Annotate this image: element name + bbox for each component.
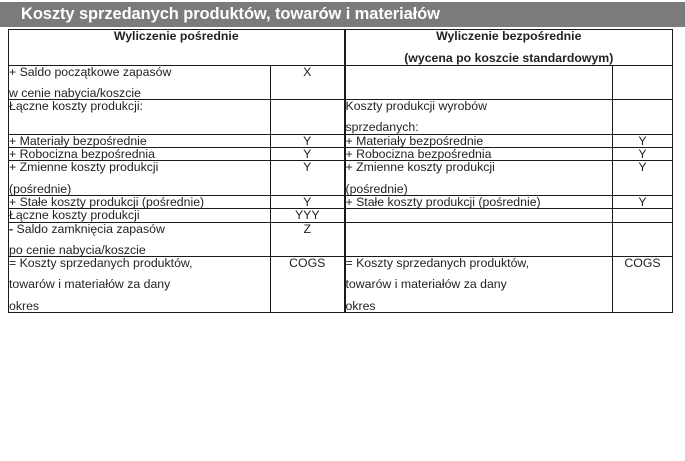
row-text-line: + Zmienne koszty produkcji [345, 160, 495, 175]
row-label-closing-inventory [9, 222, 271, 257]
row-value-right-empty [613, 209, 673, 222]
row-value-direct-materials-right: Y [613, 134, 673, 147]
row-text-line: okres [9, 298, 40, 313]
row-label-total-production-costs [9, 209, 271, 222]
row-text-line: sprzedanych: [345, 120, 419, 135]
row-value-direct-labour-right: Y [613, 148, 673, 161]
row-label-right-empty [345, 65, 613, 100]
row-label-opening-inventory [9, 65, 271, 100]
row-label-fixed-production-costs-right [345, 195, 613, 208]
row-label-variable-production-costs-right [345, 161, 613, 196]
row-value-direct-materials-left: Y [271, 134, 345, 147]
row-label-cogs-right [345, 257, 613, 313]
table-row [9, 209, 673, 222]
row-text-line: Łączne koszty produkcji: [9, 99, 143, 114]
row-label-total-production-costs-header [9, 100, 271, 135]
row-value-variable-production-costs-left: Y [271, 161, 345, 196]
row-text-line: - Saldo zamknięcia zapasów [9, 221, 165, 236]
row-value-closing-inventory: Z [271, 222, 345, 257]
row-label-fixed-production-costs-left [9, 195, 271, 208]
row-value-direct-labour-left: Y [271, 148, 345, 161]
row-value-fixed-production-costs-right: Y [613, 195, 673, 208]
cogs-comparison-table [8, 29, 673, 313]
header-indirect-label: Wyliczenie pośrednie [113, 29, 239, 43]
row-label-right-empty [345, 209, 613, 222]
header-direct-label-line2: (wycena po koszcie standardowym) [404, 51, 614, 66]
row-value-total-production-costs-header [271, 100, 345, 135]
row-value-fixed-production-costs-left: Y [271, 195, 345, 208]
table-row [9, 257, 673, 313]
row-text-line: + Stałe koszty produkcji (pośrednie) [345, 194, 541, 209]
row-text-line: + Robocizna bezpośrednia [345, 147, 492, 162]
row-text-line: towarów i materiałów za dany [345, 277, 507, 292]
row-value-cogs-right: COGS [613, 257, 673, 313]
row-text-line: + Materiały bezpośrednie [9, 133, 147, 148]
row-label-direct-labour-left [9, 148, 271, 161]
row-text-line: + Zmienne koszty produkcji [9, 160, 159, 175]
row-label-direct-materials-right [345, 134, 613, 147]
table-row [9, 148, 673, 161]
row-text-line: Koszty produkcji wyrobów [345, 99, 487, 114]
row-label-variable-production-costs-left [9, 161, 271, 196]
row-text-line: towarów i materiałów za dany [9, 277, 171, 292]
table-row [9, 161, 673, 196]
row-label-cost-of-goods-manufactured [345, 100, 613, 135]
row-text-line: = Koszty sprzedanych produktów, [345, 256, 530, 271]
row-text-line: w cenie nabycia/koszcie [9, 85, 141, 100]
row-text-line: + Materiały bezpośrednie [345, 133, 484, 148]
header-indirect-calculation [9, 30, 345, 66]
row-value-opening-inventory: X [271, 65, 345, 100]
row-text-line: + Stałe koszty produkcji (pośrednie) [9, 194, 205, 209]
header-direct-calculation [345, 30, 673, 66]
row-label-right-empty [345, 222, 613, 257]
row-value-total-production-costs: YYY [271, 209, 345, 222]
row-text-line: Łączne koszty produkcji [9, 208, 140, 223]
row-text-line: okres [345, 298, 376, 313]
table-row [9, 100, 673, 135]
row-text-line: (pośrednie) [9, 181, 72, 196]
table-header-row [9, 30, 673, 66]
table-row [9, 65, 673, 100]
table-row [9, 222, 673, 257]
row-value-right-empty [613, 65, 673, 100]
row-label-cogs-left [9, 257, 271, 313]
row-value-right-empty [613, 222, 673, 257]
row-text-line: po cenie nabycia/koszcie [9, 242, 146, 257]
title-bar [0, 2, 685, 27]
table-row [9, 134, 673, 147]
row-text-line: + Saldo początkowe zapasów [9, 64, 172, 79]
row-value-cost-of-goods-manufactured [613, 100, 673, 135]
row-text-line: + Robocizna bezpośrednia [9, 147, 155, 162]
row-label-direct-materials-left [9, 134, 271, 147]
page-title: Koszty sprzedanych produktów, towarów i materiałów [21, 5, 440, 24]
row-value-variable-production-costs-right: Y [613, 161, 673, 196]
header-direct-label-line1: Wyliczenie bezpośrednie [436, 29, 582, 43]
row-text-rest: Saldo zamknięcia zapasów [13, 221, 165, 236]
row-value-cogs-left: COGS [271, 257, 345, 313]
row-text-line: = Koszty sprzedanych produktów, [9, 256, 193, 271]
row-label-direct-labour-right [345, 148, 613, 161]
table-row [9, 195, 673, 208]
row-text-line: (pośrednie) [345, 181, 408, 196]
